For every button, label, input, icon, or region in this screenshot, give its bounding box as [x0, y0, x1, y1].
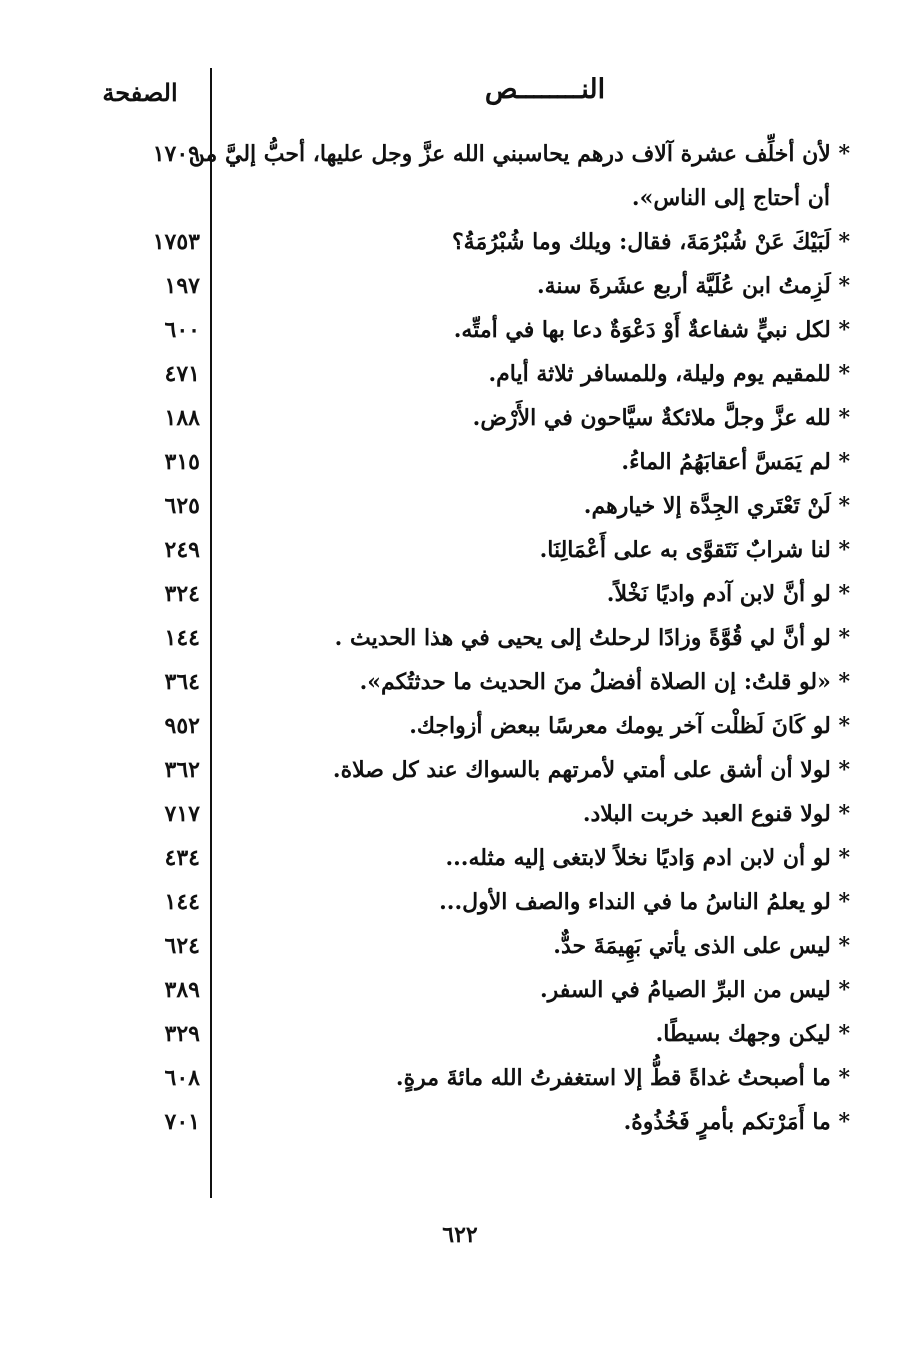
- entry-line-continued: أن أحتاج إلى الناس».: [631, 185, 830, 211]
- index-entry: [0, 1056, 920, 1100]
- entry-page-number: ١٤٤: [164, 625, 200, 651]
- entry-text: [220, 880, 850, 924]
- index-entry: [0, 660, 920, 704]
- entry-line: * لأن أخلِّف عشرة آلاف درهم يحاسبني الله عزَّ وجل عليها، أحبُّ إليَّ من: [188, 141, 850, 167]
- entry-text: [220, 1012, 850, 1056]
- entry-text: [220, 572, 850, 616]
- entry-text: [220, 396, 850, 440]
- entry-text: [220, 264, 850, 308]
- entry-page-number: ١٨٨: [164, 405, 200, 431]
- entry-page-number: ١٩٧: [164, 273, 200, 299]
- entry-line: * لو أنَّ لي قُوَّةً وزادًا لرحلتُ إلى يحيى في هذا الحديث .: [334, 625, 850, 651]
- index-entry: [0, 484, 920, 528]
- index-entry: [0, 308, 920, 352]
- entry-page-number: ٧١٧: [164, 801, 200, 827]
- entry-page-number: ٣٦٢: [164, 757, 200, 783]
- index-entry: [0, 748, 920, 792]
- index-entry: [0, 572, 920, 616]
- index-entry: [0, 264, 920, 308]
- entry-text: [220, 924, 850, 968]
- entry-line: * لو يعلمُ الناسُ ما في النداء والصف الأول...: [439, 889, 850, 915]
- entry-page-number: ٤٣٤: [164, 845, 200, 871]
- index-entry: [0, 880, 920, 924]
- entry-page-number: ٦٢٥: [164, 493, 200, 519]
- entry-line: * لولا قنوع العبد خربت البلاد.: [582, 801, 850, 827]
- entry-line: * لو كَانَ لَظلْت آخر يومك معرسًا ببعض أزواجك.: [409, 713, 850, 739]
- index-entry: [0, 792, 920, 836]
- entry-line: * لكل نبيٍّ شفاعةٌ أَوْ دَعْوَةٌ دعا بها في أمتِّه.: [453, 317, 850, 343]
- entry-line: * لو أن لابن ادم وَاديًا نخلاً لابتغى إليه مثله...: [445, 845, 850, 871]
- entry-page-number: ١٧٥٣: [152, 229, 200, 255]
- entry-text: [220, 484, 850, 528]
- entry-page-number: ٦٠٠: [164, 317, 200, 343]
- entry-text: [220, 440, 850, 484]
- entry-text: [220, 220, 850, 264]
- entry-line: * ليس على الذى يأتي بَهِيمَةَ حدٌّ.: [553, 933, 850, 959]
- entry-page-number: ٣١٥: [164, 449, 200, 475]
- entry-page-number: ٦٢٤: [164, 933, 200, 959]
- index-entry: [0, 704, 920, 748]
- entry-page-number: ٢٤٩: [164, 537, 200, 563]
- entry-text: [188, 132, 850, 220]
- page-number: ٦٢٢: [442, 1222, 478, 1248]
- index-entry: [0, 220, 920, 264]
- entry-line: * لو أنَّ لابن آدم واديًا نَخْلاً.: [606, 581, 850, 607]
- index-entry: [0, 836, 920, 880]
- index-entry: [0, 396, 920, 440]
- index-entry: [0, 924, 920, 968]
- index-entry: [0, 968, 920, 1012]
- entry-line: * للمقيم يوم وليلة، وللمسافر ثلاثة أيام.: [488, 361, 850, 387]
- entry-line: * لم يَمَسَّ أعقابَهُمُ الماءُ.: [621, 449, 850, 475]
- entry-line: * ما أَمَرْتكم بأمرٍ فَخُذُوهُ.: [623, 1109, 850, 1135]
- entry-page-number: ١٤٤: [164, 889, 200, 915]
- entry-page-number: ٧٠١: [164, 1109, 200, 1135]
- entry-page-number: ٣٦٤: [164, 669, 200, 695]
- entry-text: [220, 352, 850, 396]
- column-header-text: النــــــــص: [484, 74, 606, 105]
- index-entry: [0, 352, 920, 396]
- entry-line: * ليكن وجهك بسيطًا.: [655, 1021, 850, 1047]
- entry-text: [220, 748, 850, 792]
- entry-page-number: ١٧٠٩: [152, 141, 200, 167]
- entry-page-number: ٣٢٩: [164, 1021, 200, 1047]
- entry-line: * لَزِمتُ ابن عُلَيَّة أربع عشَرةَ سنة.: [536, 273, 850, 299]
- entry-page-number: ٤٧١: [164, 361, 200, 387]
- entry-text: [220, 308, 850, 352]
- entry-text: [220, 704, 850, 748]
- entry-line: * لنا شرابٌ نَتَقوَّى به على أَعْمَالِنَا.: [539, 537, 850, 563]
- entry-page-number: ٦٠٨: [164, 1065, 200, 1091]
- entry-line: * لَنْ تَعْتَري الجِدَّة إلا خيارهم.: [583, 493, 850, 519]
- entry-line: * «لو قلتُ: إن الصلاة أفضلُ منَ الحديث ما حدثتُكم».: [359, 669, 850, 695]
- entry-text: [220, 1056, 850, 1100]
- entry-text: [220, 616, 850, 660]
- entry-page-number: ٩٥٢: [164, 713, 200, 739]
- entry-text: [220, 1100, 850, 1144]
- entry-text: [220, 660, 850, 704]
- entry-text: [220, 792, 850, 836]
- column-header-page: الصفحة: [102, 78, 178, 107]
- index-entry: [0, 132, 920, 220]
- entry-line: * لولا أن أشق على أمتي لأمرتهم بالسواك عند كل صلاة.: [332, 757, 850, 783]
- entry-text: [220, 968, 850, 1012]
- entry-text: [220, 836, 850, 880]
- entry-page-number: ٣٢٤: [164, 581, 200, 607]
- entry-line: * لَبَيْكَ عَنْ شُبْرُمَةَ، فقال: ويلك وما شُبْرُمَةُ؟: [451, 229, 850, 255]
- index-entry: [0, 616, 920, 660]
- entry-page-number: ٣٨٩: [164, 977, 200, 1003]
- index-entry: [0, 1100, 920, 1144]
- entry-line: * ليس من البرِّ الصيامُ في السفر.: [539, 977, 850, 1003]
- index-entry: [0, 440, 920, 484]
- entry-line: * لله عزَّ وجلَّ ملائكةٌ سيَّاحون في الأَرْض.: [472, 405, 850, 431]
- entry-line: * ما أصبحتُ غداةً قطُّ إلا استغفرتُ الله مائةَ مرةٍ.: [395, 1065, 850, 1091]
- index-entry: [0, 1012, 920, 1056]
- index-entry: [0, 528, 920, 572]
- entry-text: [220, 528, 850, 572]
